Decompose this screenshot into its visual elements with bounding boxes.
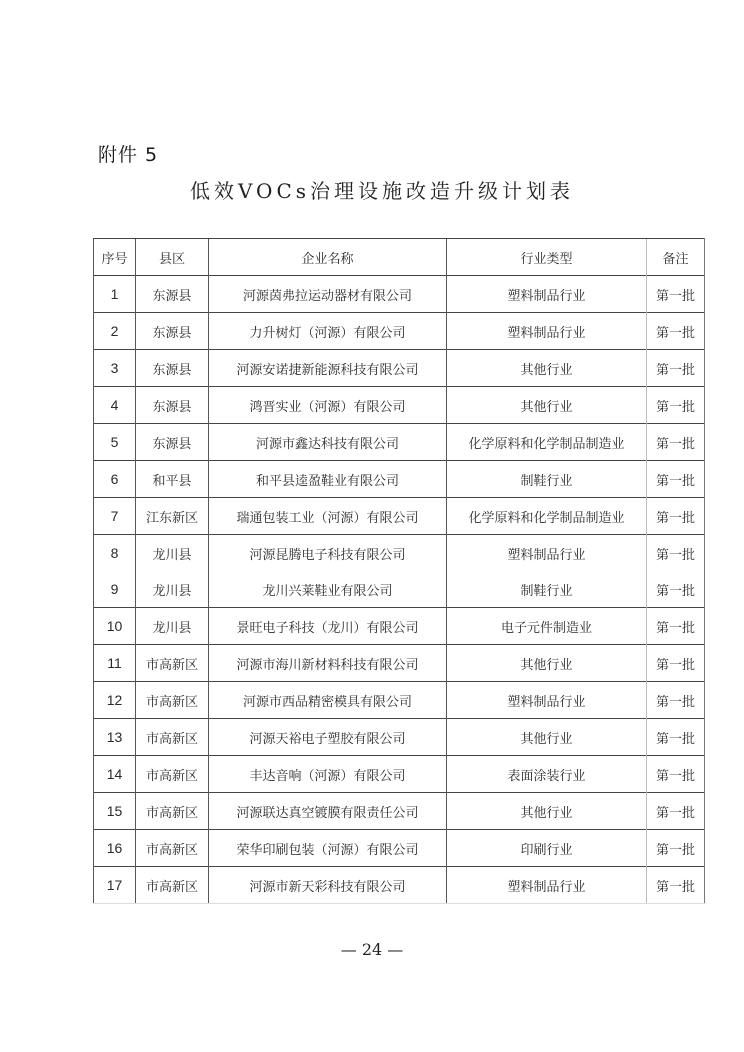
county-cell: 龙川县 — [136, 535, 209, 572]
note-cell: 第一批 — [647, 461, 705, 498]
county-cell: 市高新区 — [136, 682, 209, 719]
county-cell: 市高新区 — [136, 867, 209, 904]
company-name-cell: 河源市海川新材料科技有限公司 — [209, 645, 447, 682]
note-cell: 第一批 — [647, 350, 705, 387]
company-name-cell: 丰达音响（河源）有限公司 — [209, 756, 447, 793]
page-number: — 24 — — [340, 940, 404, 959]
county-cell: 市高新区 — [136, 756, 209, 793]
industry-type-cell: 塑料制品行业 — [447, 313, 647, 350]
table-row — [94, 867, 705, 904]
company-name-cell: 龙川兴莱鞋业有限公司 — [209, 571, 447, 608]
note-cell: 第一批 — [647, 387, 705, 424]
industry-type-cell: 其他行业 — [447, 719, 647, 756]
county-cell: 市高新区 — [136, 719, 209, 756]
header-no: 序号 — [94, 239, 136, 276]
plan-table — [93, 238, 705, 904]
industry-type-cell: 其他行业 — [447, 793, 647, 830]
industry-type-cell: 其他行业 — [447, 645, 647, 682]
note-cell: 第一批 — [647, 313, 705, 350]
county-cell: 东源县 — [136, 387, 209, 424]
industry-type-cell: 塑料制品行业 — [447, 682, 647, 719]
industry-type-cell: 塑料制品行业 — [447, 276, 647, 313]
table-row — [94, 608, 705, 645]
row-number: 8 — [94, 535, 136, 572]
industry-type-cell: 其他行业 — [447, 387, 647, 424]
note-cell: 第一批 — [647, 830, 705, 867]
row-number: 12 — [94, 682, 136, 719]
county-cell: 龙川县 — [136, 608, 209, 645]
note-cell: 第一批 — [647, 756, 705, 793]
table-row — [94, 461, 705, 498]
industry-type-cell: 化学原料和化学制品制造业 — [447, 424, 647, 461]
table-row — [94, 830, 705, 867]
row-number: 11 — [94, 645, 136, 682]
company-name-cell: 河源联达真空镀膜有限责任公司 — [209, 793, 447, 830]
county-cell: 东源县 — [136, 313, 209, 350]
industry-type-cell: 印刷行业 — [447, 830, 647, 867]
note-cell: 第一批 — [647, 424, 705, 461]
company-name-cell: 河源市鑫达科技有限公司 — [209, 424, 447, 461]
note-cell: 第一批 — [647, 682, 705, 719]
company-name-cell: 鸿晋实业（河源）有限公司 — [209, 387, 447, 424]
row-number: 10 — [94, 608, 136, 645]
county-cell: 东源县 — [136, 350, 209, 387]
industry-type-cell: 表面涂装行业 — [447, 756, 647, 793]
note-cell: 第一批 — [647, 498, 705, 535]
note-cell: 第一批 — [647, 276, 705, 313]
company-name-cell: 河源安诺捷新能源科技有限公司 — [209, 350, 447, 387]
table-row — [94, 350, 705, 387]
industry-type-cell: 化学原料和化学制品制造业 — [447, 498, 647, 535]
county-cell: 市高新区 — [136, 793, 209, 830]
industry-type-cell: 制鞋行业 — [447, 461, 647, 498]
row-number: 7 — [94, 498, 136, 535]
company-name-cell: 力升树灯（河源）有限公司 — [209, 313, 447, 350]
company-name-cell: 河源茵弗拉运动器材有限公司 — [209, 276, 447, 313]
row-number: 13 — [94, 719, 136, 756]
note-cell: 第一批 — [647, 608, 705, 645]
note-cell: 第一批 — [647, 867, 705, 904]
company-name-cell: 河源市新天彩科技有限公司 — [209, 867, 447, 904]
document-title: 低效VOCs治理设施改造升级计划表 — [189, 179, 575, 203]
note-cell: 第一批 — [647, 719, 705, 756]
table-row — [94, 313, 705, 350]
note-cell: 第一批 — [647, 645, 705, 682]
table-row — [94, 793, 705, 830]
attachment-label: 附件 5 — [98, 144, 159, 166]
county-cell: 东源县 — [136, 276, 209, 313]
table-row — [94, 424, 705, 461]
company-name-cell: 景旺电子科技（龙川）有限公司 — [209, 608, 447, 645]
header-county: 县区 — [136, 239, 209, 276]
company-name-cell: 河源市西品精密模具有限公司 — [209, 682, 447, 719]
table-row — [94, 535, 705, 572]
county-cell: 龙川县 — [136, 571, 209, 608]
table-row — [94, 276, 705, 313]
row-number: 2 — [94, 313, 136, 350]
note-cell: 第一批 — [647, 571, 705, 608]
table-row — [94, 571, 705, 608]
table-row — [94, 498, 705, 535]
table-header-row — [94, 239, 705, 276]
row-number: 3 — [94, 350, 136, 387]
company-name-cell: 瑞通包装工业（河源）有限公司 — [209, 498, 447, 535]
row-number: 16 — [94, 830, 136, 867]
note-cell: 第一批 — [647, 793, 705, 830]
note-cell: 第一批 — [647, 535, 705, 572]
table-row — [94, 645, 705, 682]
row-number: 14 — [94, 756, 136, 793]
company-name-cell: 河源昆腾电子科技有限公司 — [209, 535, 447, 572]
row-number: 15 — [94, 793, 136, 830]
industry-type-cell: 电子元件制造业 — [447, 608, 647, 645]
row-number: 6 — [94, 461, 136, 498]
header-industry: 行业类型 — [447, 239, 647, 276]
county-cell: 东源县 — [136, 424, 209, 461]
row-number: 17 — [94, 867, 136, 904]
row-number: 5 — [94, 424, 136, 461]
county-cell: 市高新区 — [136, 645, 209, 682]
row-number: 9 — [94, 571, 136, 608]
row-number: 1 — [94, 276, 136, 313]
header-note: 备注 — [647, 239, 705, 276]
industry-type-cell: 塑料制品行业 — [447, 535, 647, 572]
table-row — [94, 756, 705, 793]
company-name-cell: 和平县逵盈鞋业有限公司 — [209, 461, 447, 498]
county-cell: 市高新区 — [136, 830, 209, 867]
county-cell: 和平县 — [136, 461, 209, 498]
industry-type-cell: 其他行业 — [447, 350, 647, 387]
industry-type-cell: 制鞋行业 — [447, 571, 647, 608]
table-row — [94, 387, 705, 424]
company-name-cell: 河源天裕电子塑胶有限公司 — [209, 719, 447, 756]
company-name-cell: 荣华印刷包装（河源）有限公司 — [209, 830, 447, 867]
county-cell: 江东新区 — [136, 498, 209, 535]
header-company: 企业名称 — [209, 239, 447, 276]
table-row — [94, 682, 705, 719]
industry-type-cell: 塑料制品行业 — [447, 867, 647, 904]
row-number: 4 — [94, 387, 136, 424]
table-row — [94, 719, 705, 756]
